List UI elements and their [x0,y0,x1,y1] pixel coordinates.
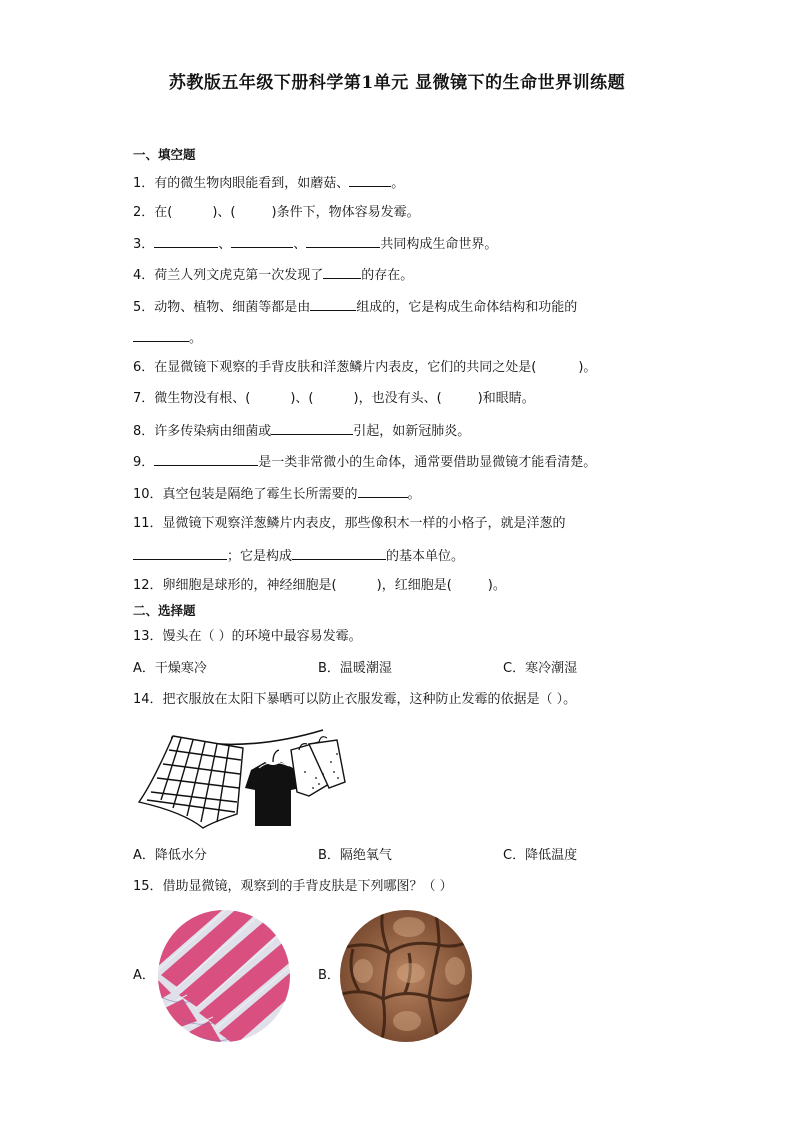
q13-option-b[interactable]: B．温暖潮湿 [318,661,392,676]
question-2: 2．在( )、( )条件下，物体容易发霉。 [133,205,420,220]
q13-option-c[interactable]: C．寒冷潮湿 [503,661,578,676]
answer-blank[interactable] [154,234,218,248]
answer-blank[interactable] [306,234,380,248]
page-title: 苏教版五年级下册科学第1单元 显微镜下的生命世界训练题 [168,73,626,93]
answer-blank[interactable] [310,297,356,311]
question-14: 14．把衣服放在太阳下暴晒可以防止衣服发霉，这种防止发霉的依据是（ ）。 [133,692,577,707]
question-7: 7．微生物没有根、( )、( )，也没有头、( )和眼睛。 [133,391,535,406]
question-8: 8．许多传染病由细菌或 引起，如新冠肺炎。 [133,421,470,441]
question-10: 10．真空包装是隔绝了霉生长所需要的 。 [133,484,421,504]
muscle-micrograph-image[interactable] [157,909,291,1043]
question-9: 9． 是一类非常微小的生命体，通常要借助显微镜才能看清楚。 [133,452,596,472]
q14-option-c[interactable]: C．降低温度 [503,848,578,863]
answer-blank[interactable] [358,484,408,498]
answer-blank[interactable] [349,173,391,187]
q13-option-a[interactable]: A．干燥寒冷 [133,661,207,676]
skin-micrograph-image[interactable] [339,909,473,1043]
q15-option-b[interactable]: B． [318,968,340,983]
q15-option-a[interactable]: A． [133,968,155,983]
clothesline-illustration [133,722,353,832]
question-13: 13．馒头在（ ）的环境中最容易发霉。 [133,629,362,644]
question-1: 1．有的微生物肉眼能看到，如蘑菇、 。 [133,173,404,193]
question-5-cont: 。 [133,328,202,348]
question-4: 4．荷兰人列文虎克第一次发现了 的存在。 [133,265,413,285]
question-15: 15．借助显微镜，观察到的手背皮肤是下列哪图？（ ） [133,879,453,894]
question-11-cont: ；它是构成 的基本单位。 [133,546,464,566]
answer-blank[interactable] [133,546,227,560]
answer-blank[interactable] [323,265,361,279]
answer-blank[interactable] [231,234,293,248]
question-12: 12．卵细胞是球形的，神经细胞是( )，红细胞是( )。 [133,578,506,593]
q14-option-b[interactable]: B．隔绝氧气 [318,848,392,863]
answer-blank[interactable] [271,421,353,435]
section-multiple-choice: 二、选择题 [133,603,196,618]
answer-blank[interactable] [133,328,189,342]
q14-option-a[interactable]: A．降低水分 [133,848,207,863]
answer-blank[interactable] [154,452,258,466]
question-6: 6．在显微镜下观察的手背皮肤和洋葱鳞片内表皮，它们的共同之处是( )。 [133,360,597,375]
answer-blank[interactable] [292,546,386,560]
question-3: 3． 、 、 共同构成生命世界。 [133,234,497,254]
question-5: 5．动物、植物、细菌等都是由 组成的，它是构成生命体结构和功能的 [133,297,577,317]
question-11: 11．显微镜下观察洋葱鳞片内表皮，那些像积木一样的小格子，就是洋葱的 [133,516,566,531]
section-fill-blank: 一、填空题 [133,147,196,162]
